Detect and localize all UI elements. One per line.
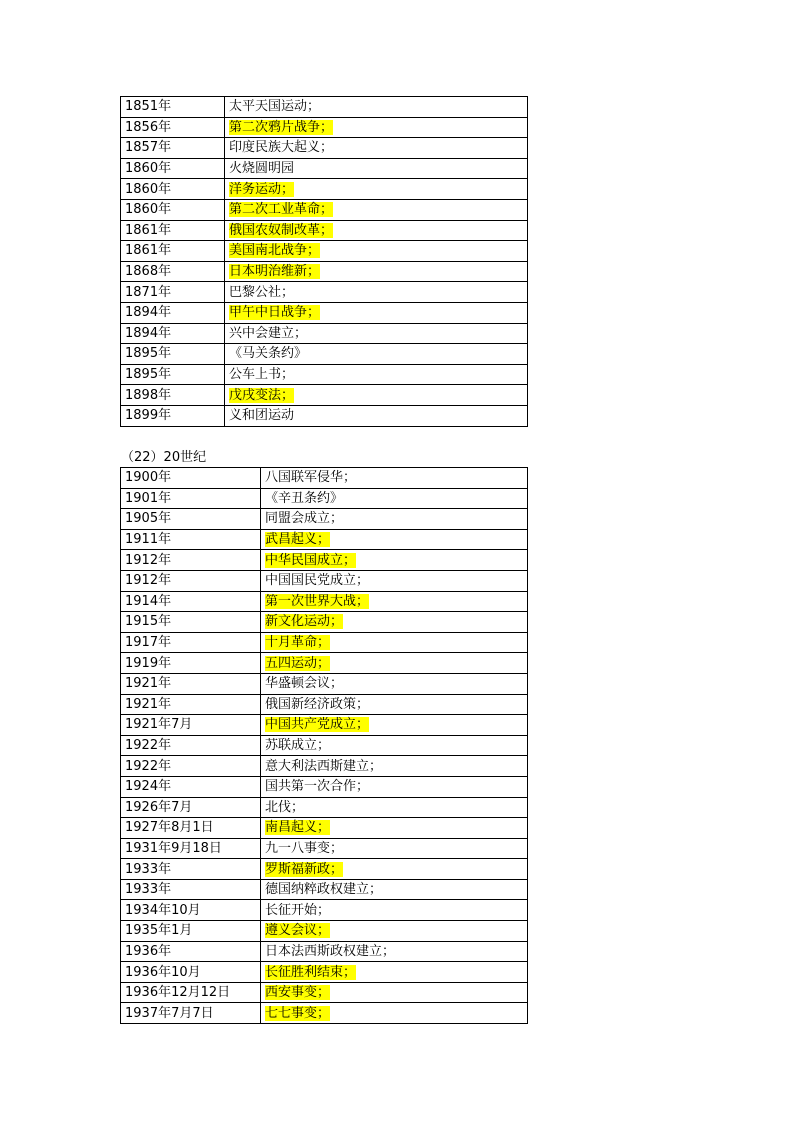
event-cell: [225, 344, 528, 365]
event-cell: [225, 220, 528, 241]
event-cell: [225, 405, 528, 426]
year-cell: 1933年: [121, 859, 261, 880]
year-cell: 1922年: [121, 735, 261, 756]
event-cell: [261, 488, 528, 509]
table-row: [121, 818, 528, 839]
year-cell: 1860年: [121, 158, 225, 179]
event-cell: [225, 138, 528, 159]
event-cell: [261, 900, 528, 921]
event-cell: [261, 735, 528, 756]
year-cell: 1919年: [121, 653, 261, 674]
event-text: 华盛顿会议；: [265, 676, 344, 692]
event-text: 巴黎公社；: [229, 284, 295, 300]
year-cell: 1921年: [121, 694, 261, 715]
highlighted-event-text: 戊戌变法；: [229, 387, 295, 403]
year-cell: 1860年: [121, 199, 225, 220]
year-cell: 1911年: [121, 529, 261, 550]
highlighted-event-text: 罗斯福新政；: [265, 861, 344, 877]
event-text: 长征开始；: [265, 902, 331, 918]
table-row: [121, 529, 528, 550]
event-cell: [261, 982, 528, 1003]
year-cell: 1895年: [121, 344, 225, 365]
table-row: [121, 468, 528, 489]
year-cell: 1894年: [121, 302, 225, 323]
event-text: 《马关条约》: [229, 346, 308, 362]
table-row: [121, 405, 528, 426]
highlighted-event-text: 美国南北战争；: [229, 243, 321, 259]
event-cell: [261, 694, 528, 715]
year-cell: 1935年1月: [121, 921, 261, 942]
table-row: [121, 694, 528, 715]
highlighted-event-text: 日本明治维新；: [229, 264, 321, 280]
year-cell: 1912年: [121, 550, 261, 571]
event-cell: [261, 612, 528, 633]
event-cell: [225, 241, 528, 262]
event-cell: [261, 797, 528, 818]
event-text: 北伐；: [265, 799, 305, 815]
highlighted-event-text: 十月革命；: [265, 635, 331, 651]
table-row: [121, 735, 528, 756]
table-row: [121, 117, 528, 138]
table-row: [121, 982, 528, 1003]
highlighted-event-text: 武昌起义；: [265, 532, 331, 548]
event-cell: [225, 323, 528, 344]
table-row: [121, 509, 528, 530]
event-cell: [261, 570, 528, 591]
year-cell: 1861年: [121, 241, 225, 262]
year-cell: 1871年: [121, 282, 225, 303]
table-body: [121, 97, 528, 427]
table-row: [121, 632, 528, 653]
table-row: [121, 900, 528, 921]
event-cell: [261, 468, 528, 489]
event-cell: [261, 818, 528, 839]
year-cell: 1912年: [121, 570, 261, 591]
highlighted-event-text: 第一次世界大战；: [265, 593, 370, 609]
table-row: [121, 220, 528, 241]
event-text: 公车上书；: [229, 367, 295, 383]
event-text: 同盟会成立；: [265, 511, 344, 527]
event-text: 中国国民党成立；: [265, 573, 370, 589]
year-cell: 1936年12月12日: [121, 982, 261, 1003]
year-cell: 1868年: [121, 261, 225, 282]
event-cell: [261, 673, 528, 694]
year-cell: 1915年: [121, 612, 261, 633]
event-cell: [261, 859, 528, 880]
event-cell: [261, 550, 528, 571]
timeline-table-19th-century: [120, 96, 528, 427]
table-row: [121, 158, 528, 179]
highlighted-event-text: 西安事变；: [265, 985, 331, 1001]
year-cell: 1937年7月7日: [121, 1003, 261, 1024]
event-cell: [225, 158, 528, 179]
table-row: [121, 550, 528, 571]
table-row: [121, 838, 528, 859]
highlighted-event-text: 南昌起义；: [265, 820, 331, 836]
event-text: 意大利法西斯建立；: [265, 758, 383, 774]
highlighted-event-text: 第二次工业革命；: [229, 202, 334, 218]
event-cell: [261, 632, 528, 653]
year-cell: 1860年: [121, 179, 225, 200]
year-cell: 1905年: [121, 509, 261, 530]
event-text: 日本法西斯政权建立；: [265, 943, 396, 959]
event-cell: [225, 261, 528, 282]
timeline-table-20th-century: [120, 467, 528, 1024]
year-cell: 1921年: [121, 673, 261, 694]
table-row: [121, 756, 528, 777]
year-cell: 1933年: [121, 879, 261, 900]
table-body: [121, 468, 528, 1024]
highlighted-event-text: 甲午中日战争；: [229, 305, 321, 321]
event-cell: [261, 509, 528, 530]
year-cell: 1851年: [121, 97, 225, 118]
table-row: [121, 879, 528, 900]
year-cell: 1856年: [121, 117, 225, 138]
event-cell: [225, 97, 528, 118]
event-cell: [225, 199, 528, 220]
year-cell: 1900年: [121, 468, 261, 489]
event-cell: [225, 117, 528, 138]
event-cell: [261, 921, 528, 942]
event-cell: [261, 715, 528, 736]
event-cell: [225, 302, 528, 323]
highlighted-event-text: 洋务运动；: [229, 181, 295, 197]
table-row: [121, 385, 528, 406]
year-cell: 1927年8月1日: [121, 818, 261, 839]
event-text: 苏联成立；: [265, 738, 331, 754]
highlighted-event-text: 五四运动；: [265, 655, 331, 671]
event-text: 火烧圆明园: [229, 161, 295, 177]
table-row: [121, 364, 528, 385]
table-row: [121, 612, 528, 633]
event-cell: [261, 529, 528, 550]
highlighted-event-text: 第二次鸦片战争；: [229, 119, 334, 135]
year-cell: 1914年: [121, 591, 261, 612]
highlighted-event-text: 中国共产党成立；: [265, 717, 370, 733]
event-cell: [225, 364, 528, 385]
highlighted-event-text: 遵义会议；: [265, 923, 331, 939]
event-text: 兴中会建立；: [229, 325, 308, 341]
table-row: [121, 138, 528, 159]
table-row: [121, 199, 528, 220]
table-row: [121, 859, 528, 880]
event-text: 九一八事变；: [265, 840, 344, 856]
table-row: [121, 941, 528, 962]
year-cell: 1936年: [121, 941, 261, 962]
event-text: 国共第一次合作；: [265, 779, 370, 795]
table-row: [121, 488, 528, 509]
event-text: 德国纳粹政权建立；: [265, 882, 383, 898]
event-cell: [261, 879, 528, 900]
event-cell: [261, 653, 528, 674]
event-text: 八国联军侵华；: [265, 470, 357, 486]
table-row: [121, 591, 528, 612]
event-cell: [261, 591, 528, 612]
event-cell: [225, 179, 528, 200]
table-row: [121, 673, 528, 694]
highlighted-event-text: 俄国农奴制改革；: [229, 222, 334, 238]
table-row: [121, 715, 528, 736]
year-cell: 1857年: [121, 138, 225, 159]
section-heading: （22）20世纪: [121, 450, 207, 465]
event-text: 俄国新经济政策；: [265, 696, 370, 712]
table-row: [121, 653, 528, 674]
event-cell: [225, 385, 528, 406]
event-text: 《辛丑条约》: [265, 490, 344, 506]
table-row: [121, 97, 528, 118]
event-text: 义和团运动: [229, 408, 295, 424]
event-cell: [225, 282, 528, 303]
year-cell: 1924年: [121, 776, 261, 797]
year-cell: 1922年: [121, 756, 261, 777]
event-text: 印度民族大起义；: [229, 140, 334, 156]
highlighted-event-text: 中华民国成立；: [265, 552, 357, 568]
year-cell: 1936年10月: [121, 962, 261, 983]
highlighted-event-text: 新文化运动；: [265, 614, 344, 630]
year-cell: 1931年9月18日: [121, 838, 261, 859]
table-row: [121, 1003, 528, 1024]
year-cell: 1895年: [121, 364, 225, 385]
year-cell: 1899年: [121, 405, 225, 426]
table-row: [121, 344, 528, 365]
highlighted-event-text: 七七事变；: [265, 1005, 331, 1021]
year-cell: 1861年: [121, 220, 225, 241]
year-cell: 1917年: [121, 632, 261, 653]
event-cell: [261, 756, 528, 777]
table-row: [121, 241, 528, 262]
table-row: [121, 282, 528, 303]
table-row: [121, 179, 528, 200]
event-cell: [261, 941, 528, 962]
event-text: 太平天国运动；: [229, 99, 321, 115]
table-row: [121, 776, 528, 797]
table-row: [121, 302, 528, 323]
table-row: [121, 570, 528, 591]
year-cell: 1926年7月: [121, 797, 261, 818]
event-cell: [261, 962, 528, 983]
highlighted-event-text: 长征胜利结束；: [265, 964, 357, 980]
event-cell: [261, 838, 528, 859]
year-cell: 1934年10月: [121, 900, 261, 921]
table-row: [121, 323, 528, 344]
table-row: [121, 921, 528, 942]
event-cell: [261, 1003, 528, 1024]
table-row: [121, 261, 528, 282]
year-cell: 1898年: [121, 385, 225, 406]
table-row: [121, 962, 528, 983]
table-row: [121, 797, 528, 818]
year-cell: 1901年: [121, 488, 261, 509]
event-cell: [261, 776, 528, 797]
year-cell: 1894年: [121, 323, 225, 344]
year-cell: 1921年7月: [121, 715, 261, 736]
